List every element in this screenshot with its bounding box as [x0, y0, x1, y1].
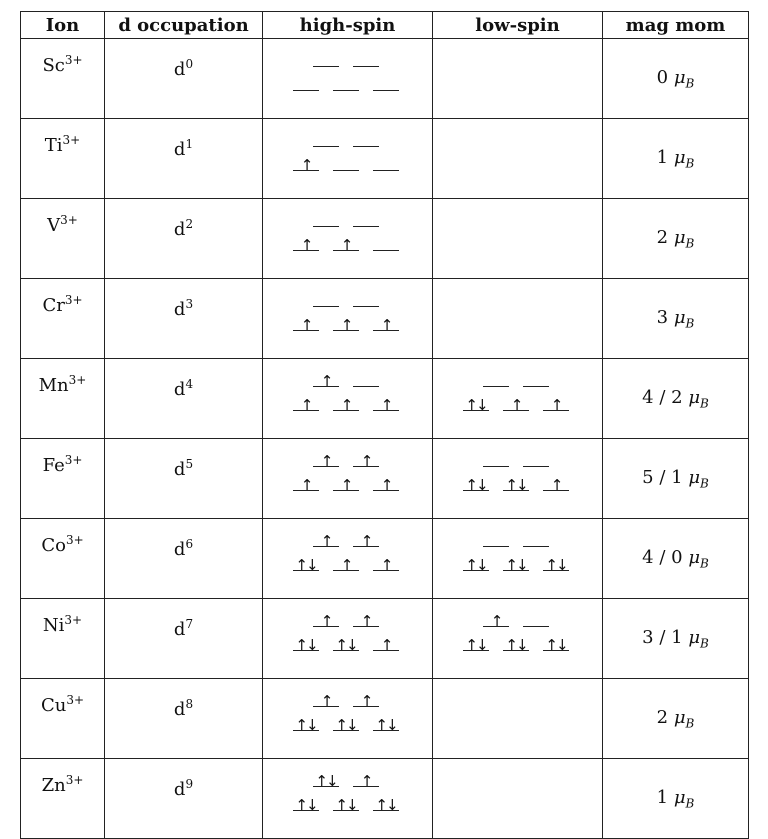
d-label: d: [173, 779, 186, 800]
t2g-orbital: [543, 396, 569, 414]
orbital-level-line: [353, 146, 379, 147]
spin-arrows: ↑: [320, 612, 332, 630]
spin-arrows: ↑: [360, 532, 372, 550]
mag-value: 3: [656, 306, 669, 328]
high-spin-diagram: [263, 608, 432, 669]
ion-charge: 3+: [65, 533, 84, 547]
spin-arrows: ↑: [380, 476, 392, 494]
mu-subscript: B: [685, 316, 695, 331]
low-spin-cell: [433, 119, 603, 199]
d-label: d: [173, 539, 186, 560]
low-spin-cell: [433, 599, 603, 679]
mu-subscript: B: [700, 556, 709, 571]
mag-mom-cell: [603, 359, 749, 439]
d-label: d: [173, 619, 186, 640]
spin-arrows: ↑↓: [295, 636, 317, 654]
ion-symbol: Zn: [41, 775, 66, 796]
d-label: d: [173, 139, 186, 160]
eg-orbital: [353, 612, 379, 630]
high-spin-diagram: [263, 368, 432, 429]
d-occupation-cell: [105, 199, 263, 279]
mu-subscript: B: [685, 716, 695, 731]
t2g-orbital: [293, 556, 319, 574]
d-label: d: [173, 459, 186, 480]
t2g-orbital: [293, 316, 319, 334]
ion-charge: 3+: [64, 53, 83, 67]
t2g-orbital: [333, 556, 359, 574]
mu-subscript: B: [700, 476, 709, 491]
orbital-level-line: [373, 90, 399, 91]
low-spin-cell: [433, 39, 603, 119]
t2g-orbital: [293, 636, 319, 654]
low-spin-diagram: [433, 448, 602, 509]
ion-table: [20, 11, 749, 839]
d-label: d: [173, 59, 186, 80]
spin-arrows: ↑↓: [465, 556, 487, 574]
spin-arrows: ↑↓: [465, 396, 487, 414]
t2g-orbital: [543, 476, 569, 494]
high-spin-cell: [263, 359, 433, 439]
t2g-orbital: [333, 80, 359, 94]
d-label: d: [173, 379, 186, 400]
mag-mom-cell: [603, 119, 749, 199]
orbital-level-line: [483, 466, 509, 467]
table-row: [21, 759, 749, 839]
header-ion: Ion: [21, 12, 105, 39]
ion-cell: [21, 39, 105, 119]
t2g-orbital: [333, 716, 359, 734]
t2g-orbital: [293, 716, 319, 734]
t2g-orbital: [463, 396, 489, 414]
spin-arrows: ↑: [340, 236, 352, 254]
low-spin-cell: [433, 679, 603, 759]
orbital-level-line: [293, 90, 319, 91]
ion-cell: [21, 119, 105, 199]
eg-orbital: [313, 772, 339, 790]
high-spin-diagram: [263, 208, 432, 269]
d-occupation-cell: [105, 599, 263, 679]
mag-mom-cell: [603, 39, 749, 119]
d-label: d: [173, 299, 186, 320]
eg-orbital: [313, 56, 339, 70]
mu-symbol: μ: [688, 626, 701, 648]
spin-arrows: ↑↓: [295, 556, 317, 574]
d-electron-count: 7: [185, 617, 194, 631]
orbital-level-line: [353, 66, 379, 67]
eg-orbital: [353, 136, 379, 150]
spin-arrows: ↑: [360, 692, 372, 710]
low-spin-diagram: [433, 368, 602, 429]
table-row: [21, 519, 749, 599]
high-spin-diagram: [263, 48, 432, 109]
header-d-occupation: d occupation: [105, 12, 263, 39]
t2g-orbital: [293, 156, 319, 174]
eg-orbital: [313, 372, 339, 390]
eg-orbital: [313, 532, 339, 550]
mu-symbol: μ: [673, 306, 686, 328]
spin-arrows: ↑: [320, 692, 332, 710]
spin-arrows: ↑↓: [375, 716, 397, 734]
spin-arrows: ↑: [300, 396, 312, 414]
spin-arrows: ↑↓: [465, 636, 487, 654]
spin-arrows: ↑: [320, 452, 332, 470]
ion-symbol: Mn: [38, 375, 69, 396]
mu-subscript: B: [700, 636, 709, 651]
ion-symbol: V: [47, 215, 61, 236]
t2g-orbital: [373, 80, 399, 94]
mu-symbol: μ: [688, 466, 701, 488]
t2g-orbital: [373, 636, 399, 654]
mu-subscript: B: [685, 156, 695, 171]
t2g-orbital: [503, 476, 529, 494]
high-spin-cell: [263, 279, 433, 359]
t2g-orbital: [503, 556, 529, 574]
mag-mom-cell: [603, 759, 749, 839]
high-spin-cell: [263, 519, 433, 599]
t2g-orbital: [373, 316, 399, 334]
high-spin-cell: [263, 759, 433, 839]
high-spin-diagram: [263, 288, 432, 349]
orbital-level-line: [353, 226, 379, 227]
t2g-orbital: [463, 476, 489, 494]
spin-arrows: ↑: [300, 156, 312, 174]
low-spin-diagram: [433, 608, 602, 669]
t2g-orbital: [373, 556, 399, 574]
mag-value: 1: [656, 146, 669, 168]
spin-arrows: ↑↓: [505, 556, 527, 574]
ion-charge: 3+: [68, 373, 87, 387]
d-occupation-cell: [105, 439, 263, 519]
table-row: [21, 439, 749, 519]
ion-cell: [21, 359, 105, 439]
mag-mom-cell: [603, 279, 749, 359]
mag-value: 3 / 1: [642, 626, 683, 648]
high-spin-cell: [263, 679, 433, 759]
t2g-orbital: [333, 636, 359, 654]
d-occupation-cell: [105, 359, 263, 439]
spin-arrows: ↑: [300, 316, 312, 334]
eg-orbital: [353, 532, 379, 550]
mu-symbol: μ: [673, 226, 686, 248]
eg-orbital: [353, 376, 379, 390]
low-spin-cell: [433, 279, 603, 359]
eg-orbital: [523, 456, 549, 470]
orbital-level-line: [373, 170, 399, 171]
mu-subscript: B: [685, 76, 695, 91]
ion-cell: [21, 759, 105, 839]
spin-arrows: ↑↓: [375, 796, 397, 814]
eg-orbital: [483, 536, 509, 550]
eg-orbital: [483, 612, 509, 630]
eg-orbital: [523, 536, 549, 550]
mu-symbol: μ: [673, 66, 686, 88]
eg-orbital: [313, 692, 339, 710]
orbital-level-line: [353, 386, 379, 387]
spin-arrows: ↑: [340, 316, 352, 334]
ion-charge: 3+: [65, 773, 84, 787]
t2g-orbital: [333, 236, 359, 254]
t2g-orbital: [463, 636, 489, 654]
mu-subscript: B: [685, 796, 695, 811]
mu-symbol: μ: [688, 386, 701, 408]
eg-orbital: [353, 772, 379, 790]
mag-value: 4 / 2: [642, 386, 683, 408]
table-body: [21, 39, 749, 839]
table-row: [21, 119, 749, 199]
orbital-level-line: [523, 626, 549, 627]
ion-charge: 3+: [64, 613, 83, 627]
d-label: d: [173, 699, 186, 720]
spin-arrows: ↑: [340, 476, 352, 494]
mu-symbol: μ: [673, 706, 686, 728]
d-electron-count: 2: [185, 217, 194, 231]
eg-orbital: [353, 216, 379, 230]
mag-value: 1: [656, 786, 669, 808]
ion-symbol: Ti: [44, 135, 63, 156]
spin-arrows: ↑↓: [335, 716, 357, 734]
mag-value: 4 / 0: [642, 546, 683, 568]
orbital-level-line: [483, 546, 509, 547]
ion-cell: [21, 439, 105, 519]
d-electron-count: 5: [185, 457, 194, 471]
eg-orbital: [523, 376, 549, 390]
spin-arrows: ↑↓: [545, 556, 567, 574]
low-spin-cell: [433, 439, 603, 519]
orbital-level-line: [333, 90, 359, 91]
orbital-level-line: [333, 170, 359, 171]
t2g-orbital: [333, 396, 359, 414]
d-occupation-cell: [105, 679, 263, 759]
eg-orbital: [313, 136, 339, 150]
ion-cell: [21, 279, 105, 359]
t2g-orbital: [503, 396, 529, 414]
orbital-level-line: [353, 306, 379, 307]
high-spin-diagram: [263, 128, 432, 189]
high-spin-cell: [263, 199, 433, 279]
d-occupation-cell: [105, 759, 263, 839]
mag-mom-cell: [603, 439, 749, 519]
eg-orbital: [483, 376, 509, 390]
table-row: [21, 39, 749, 119]
d-electron-count: 6: [185, 537, 194, 551]
mag-mom-cell: [603, 679, 749, 759]
high-spin-cell: [263, 39, 433, 119]
t2g-orbital: [463, 556, 489, 574]
spin-arrows: ↑↓: [335, 796, 357, 814]
t2g-orbital: [543, 556, 569, 574]
d-label: d: [173, 219, 186, 240]
high-spin-diagram: [263, 448, 432, 509]
t2g-orbital: [293, 236, 319, 254]
spin-arrows: ↑: [320, 372, 332, 390]
d-electron-count: 4: [185, 377, 194, 391]
low-spin-cell: [433, 199, 603, 279]
eg-orbital: [353, 56, 379, 70]
spin-arrows: ↑: [510, 396, 522, 414]
t2g-orbital: [293, 796, 319, 814]
spin-arrows: ↑: [340, 396, 352, 414]
spin-arrows: ↑↓: [505, 636, 527, 654]
spin-arrows: ↑: [490, 612, 502, 630]
header-low-spin: low-spin: [433, 12, 603, 39]
table-row: [21, 679, 749, 759]
spin-arrows: ↑↓: [335, 636, 357, 654]
t2g-orbital: [503, 636, 529, 654]
eg-orbital: [313, 612, 339, 630]
eg-orbital: [313, 452, 339, 470]
t2g-orbital: [373, 240, 399, 254]
high-spin-cell: [263, 439, 433, 519]
t2g-orbital: [333, 796, 359, 814]
d-electron-count: 1: [185, 137, 194, 151]
mag-value: 5 / 1: [642, 466, 683, 488]
d-electron-count: 8: [185, 697, 194, 711]
mag-mom-cell: [603, 519, 749, 599]
ion-cell: [21, 199, 105, 279]
d-occupation-cell: [105, 519, 263, 599]
spin-arrows: ↑↓: [295, 716, 317, 734]
mu-subscript: B: [700, 396, 709, 411]
t2g-orbital: [373, 160, 399, 174]
ion-cell: [21, 679, 105, 759]
spin-arrows: ↑: [340, 556, 352, 574]
t2g-orbital: [293, 476, 319, 494]
ion-symbol: Fe: [42, 455, 65, 476]
t2g-orbital: [293, 80, 319, 94]
orbital-level-line: [373, 250, 399, 251]
d-occupation-cell: [105, 39, 263, 119]
low-spin-cell: [433, 759, 603, 839]
low-spin-cell: [433, 359, 603, 439]
ion-cell: [21, 519, 105, 599]
spin-arrows: ↑: [360, 452, 372, 470]
header-high-spin: high-spin: [263, 12, 433, 39]
orbital-level-line: [523, 546, 549, 547]
header-row: [21, 12, 749, 39]
mu-symbol: μ: [688, 546, 701, 568]
orbital-level-line: [313, 66, 339, 67]
eg-orbital: [523, 616, 549, 630]
ion-charge: 3+: [64, 293, 83, 307]
low-spin-diagram: [433, 528, 602, 589]
eg-orbital: [353, 452, 379, 470]
table-row: [21, 359, 749, 439]
spin-arrows: ↑: [360, 612, 372, 630]
spin-arrows: ↑↓: [465, 476, 487, 494]
ion-symbol: Cu: [40, 695, 67, 716]
table-row: [21, 279, 749, 359]
mag-mom-cell: [603, 599, 749, 679]
d-occupation-cell: [105, 119, 263, 199]
ion-charge: 3+: [60, 213, 78, 227]
high-spin-diagram: [263, 528, 432, 589]
d-electron-count: 9: [185, 777, 194, 791]
ion-symbol: Cr: [42, 295, 65, 316]
t2g-orbital: [373, 476, 399, 494]
t2g-orbital: [333, 316, 359, 334]
mag-value: 2: [656, 226, 669, 248]
t2g-orbital: [333, 160, 359, 174]
d-occupation-cell: [105, 279, 263, 359]
mu-symbol: μ: [673, 146, 686, 168]
ion-charge: 3+: [62, 133, 81, 147]
spin-arrows: ↑: [380, 396, 392, 414]
ion-cell: [21, 599, 105, 679]
eg-orbital: [353, 692, 379, 710]
eg-orbital: [313, 296, 339, 310]
mu-symbol: μ: [673, 786, 686, 808]
orbital-level-line: [483, 386, 509, 387]
eg-orbital: [313, 216, 339, 230]
eg-orbital: [483, 456, 509, 470]
high-spin-cell: [263, 119, 433, 199]
ion-charge: 3+: [66, 693, 85, 707]
spin-arrows: ↑↓: [295, 796, 317, 814]
orbital-level-line: [313, 226, 339, 227]
ion-symbol: Co: [41, 535, 66, 556]
t2g-orbital: [373, 396, 399, 414]
ion-symbol: Sc: [42, 55, 65, 76]
mag-value: 2: [656, 706, 669, 728]
ion-symbol: Ni: [42, 615, 65, 636]
orbital-level-line: [523, 466, 549, 467]
orbital-level-line: [313, 306, 339, 307]
t2g-orbital: [373, 796, 399, 814]
table-row: [21, 599, 749, 679]
spin-arrows: ↑: [380, 316, 392, 334]
mag-value: 0: [656, 66, 669, 88]
orbital-level-line: [313, 146, 339, 147]
spin-arrows: ↑: [380, 556, 392, 574]
d-electron-count: 3: [185, 297, 194, 311]
table-row: [21, 199, 749, 279]
mag-mom-cell: [603, 199, 749, 279]
spin-arrows: ↑: [360, 772, 372, 790]
mu-subscript: B: [685, 236, 695, 251]
t2g-orbital: [293, 396, 319, 414]
spin-arrows: ↑: [300, 476, 312, 494]
high-spin-diagram: [263, 768, 432, 829]
ion-charge: 3+: [64, 453, 83, 467]
eg-orbital: [353, 296, 379, 310]
high-spin-cell: [263, 599, 433, 679]
d-electron-count: 0: [185, 57, 194, 71]
orbital-level-line: [523, 386, 549, 387]
spin-arrows: ↑: [380, 636, 392, 654]
low-spin-cell: [433, 519, 603, 599]
spin-arrows: ↑↓: [315, 772, 337, 790]
spin-arrows: ↑↓: [545, 636, 567, 654]
t2g-orbital: [373, 716, 399, 734]
spin-arrows: ↑↓: [505, 476, 527, 494]
spin-arrows: ↑: [320, 532, 332, 550]
spin-arrows: ↑: [300, 236, 312, 254]
t2g-orbital: [543, 636, 569, 654]
spin-arrows: ↑: [550, 476, 562, 494]
high-spin-diagram: [263, 688, 432, 749]
t2g-orbital: [333, 476, 359, 494]
spin-arrows: ↑: [550, 396, 562, 414]
header-mag-mom: mag mom: [603, 12, 749, 39]
